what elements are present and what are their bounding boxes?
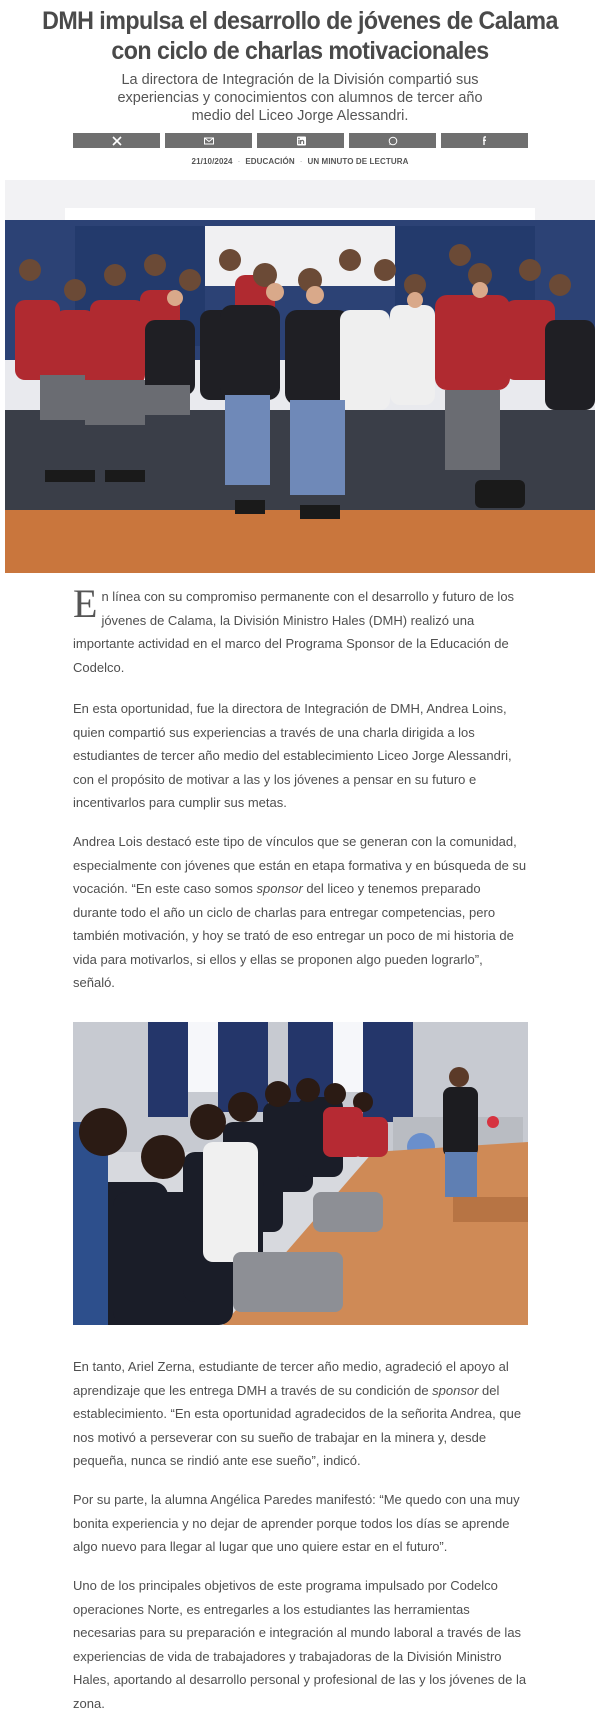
paragraph-text: n línea con su compromiso permanente con el desarrollo y futuro de los jóvenes de Calama, la División Ministro Hales (DMH) realizó una importante actividad en el marco del Programa Sponsor de la Educación de Codelco.	[73, 589, 515, 675]
emphasis-text: sponsor	[432, 1382, 479, 1398]
article-title: DMH impulsa el desarrollo de jóvenes de Calama con ciclo de charlas motivacionales	[42, 7, 558, 65]
article-paragraph-3	[73, 830, 528, 995]
x-icon	[111, 136, 123, 146]
share-linkedin-button[interactable]	[257, 133, 344, 148]
share-x-button[interactable]	[73, 133, 160, 148]
article-paragraph-6	[73, 1574, 528, 1710]
share-whatsapp-button[interactable]	[349, 133, 436, 148]
article-meta: 21/10/2024 · EDUCACIÓN · UN MINUTO DE LECTURA	[191, 157, 409, 166]
emphasis-text: sponsor	[256, 881, 303, 896]
article-subtitle: La directora de Integración de la División compartió sus experiencias y conocimientos con alumnos de tercer año medio del Liceo Jorge Alessandri.	[117, 72, 483, 124]
paragraph-text: En tanto, Ariel Zerna, estudiante de tercer año medio, agradeció el apoyo al aprendizaje que les entrega DMH a través de su condición de	[73, 1359, 509, 1398]
paragraph-text: En esta oportunidad, fue la directora de Integración de DMH, Andrea Loins, quien compartió sus experiencias a través de una charla dirigida a los estudiantes de tercer año medio del establecimiento Liceo Jorge Alessandri, con el propósito de motivar a las y los jóvenes a pensar en su futuro e incentivarlos para cumplir sus metas.	[73, 701, 512, 810]
share-bar	[73, 133, 528, 148]
share-facebook-button[interactable]	[441, 133, 528, 148]
article-paragraph-5	[73, 1488, 528, 1559]
paragraph-text: Por su parte, la alumna Angélica Paredes manifestó: “Me quedo con una muy bonita experiencia y no dejar de aprender porque todos los días se aprende algo nuevo para llegar al lugar que uno quiere estar en el futuro”.	[73, 1492, 520, 1554]
linkedin-icon	[295, 136, 307, 146]
paragraph-text: Uno de los principales objetivos de este programa impulsado por Codelco operaciones Norte, es entregarles a los estudiantes las herramientas necesarias para su preparación e integración al mundo laboral a través de las experiencias de vida de trabajadores y trabajadoras de la División Ministro Hales, aportando al desarrollo personal y profesional de las y los jóvenes de la zona.	[73, 1578, 527, 1710]
dropcap: E	[73, 581, 98, 626]
article-paragraph-2	[73, 697, 528, 815]
whatsapp-icon	[387, 136, 399, 146]
reading-time: UN MINUTO DE LECTURA	[307, 157, 409, 166]
group-photo	[5, 180, 595, 573]
paragraph-text: del liceo y tenemos preparado durante todo el año un ciclo de charlas para entregar competencias, pero también motivación, y hoy se trató de eso entregar un poco de mi historia de vida para motivarlos, si ellos y ellas se proponen algo pueden lograrlo”, señaló.	[73, 881, 514, 990]
paragraph-text: Andrea Lois destacó este tipo de vínculos que se generan con la comunidad, especialmente con jóvenes que están en etapa formativa y en búsqueda de su vocación. “En este caso somos	[73, 834, 527, 896]
article-paragraph-4	[73, 1355, 528, 1473]
article-paragraph-1	[73, 581, 528, 679]
article-category[interactable]: EDUCACIÓN	[245, 157, 295, 166]
article-date: 21/10/2024	[191, 157, 233, 166]
facebook-icon	[479, 136, 491, 146]
share-email-button[interactable]	[165, 133, 252, 148]
email-icon	[203, 136, 215, 146]
paragraph-text: del establecimiento. “En esta oportunidad agradecidos de la señorita Andrea, que nos motivó a perseverar con su sueño de trabajar en la minera y, desde pequeña, nunca se rindió ante ese sueño”, indicó.	[73, 1382, 522, 1468]
talk-photo	[73, 1022, 528, 1325]
